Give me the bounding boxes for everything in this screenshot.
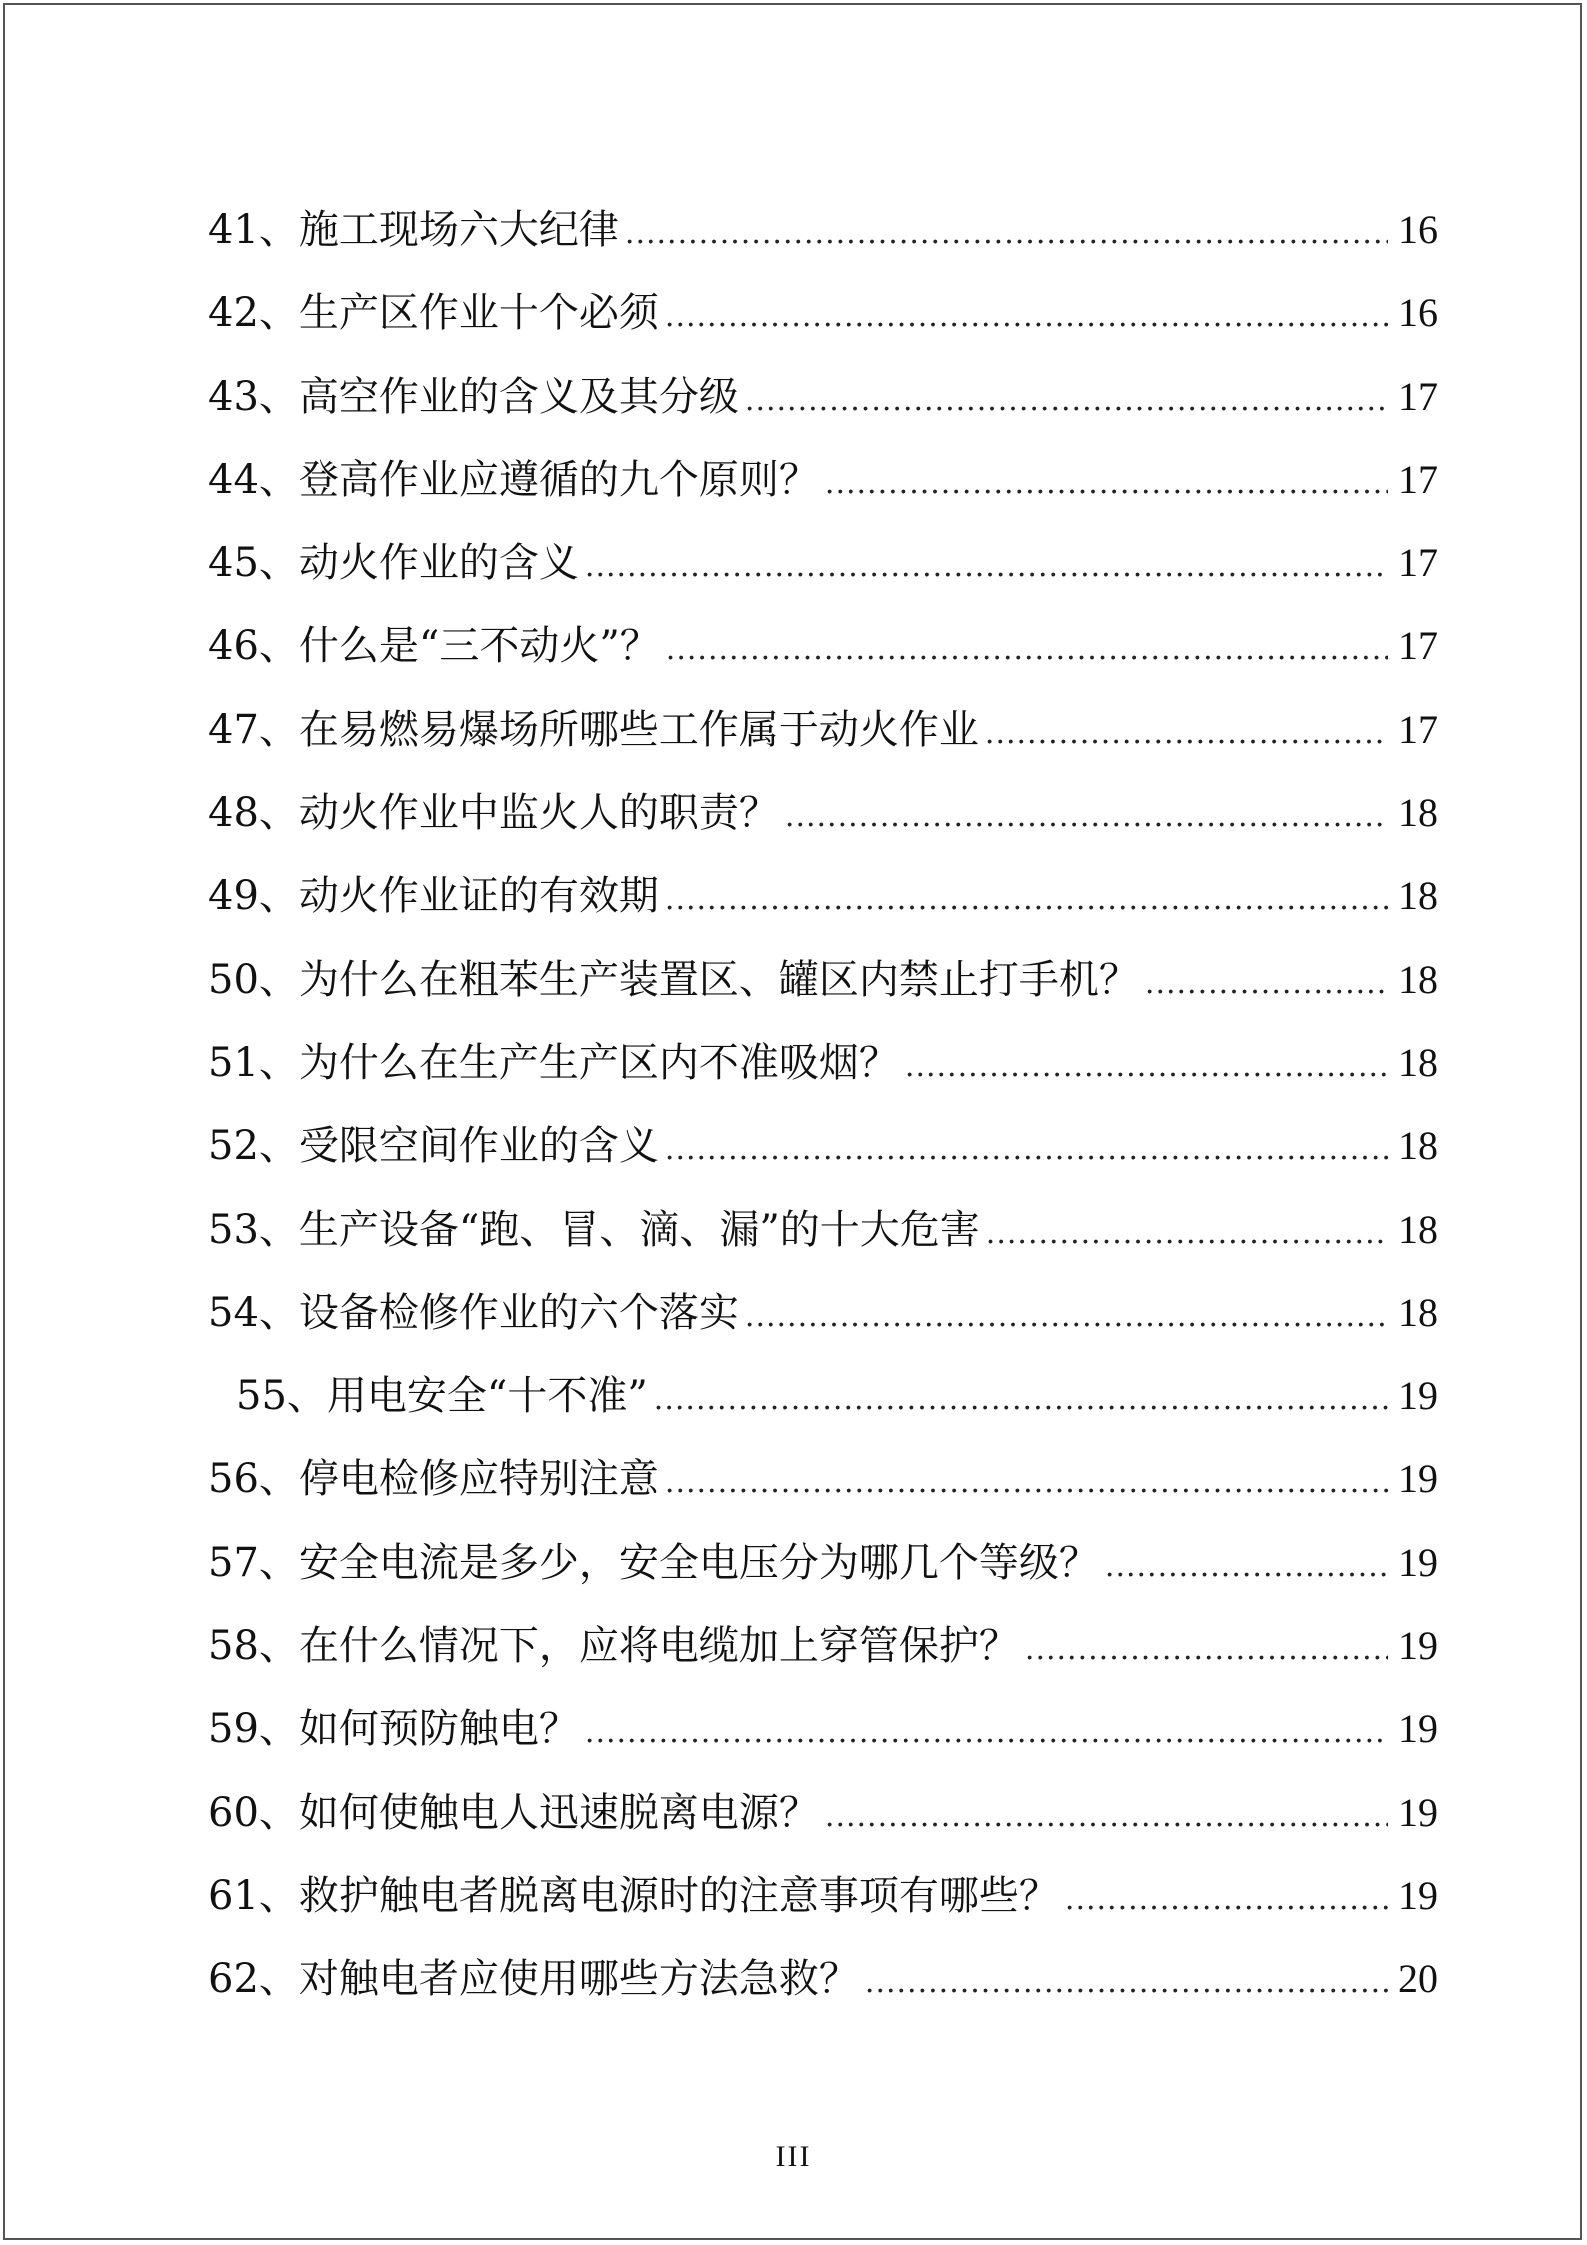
toc-dot-leader xyxy=(825,1787,1388,1847)
toc-entry-page: 17 xyxy=(1398,623,1438,669)
toc-dot-leader xyxy=(745,1287,1388,1347)
toc-entry[interactable] xyxy=(208,1533,1438,1616)
toc-entry-title: 42、生产区作业十个必须 xyxy=(208,290,659,337)
toc-entry-title: 43、高空作业的含义及其分级 xyxy=(208,373,739,420)
toc-entry-title: 59、如何预防触电？ xyxy=(208,1706,579,1753)
toc-entry-page: 20 xyxy=(1398,1956,1438,2002)
toc-dot-leader xyxy=(986,1204,1388,1264)
toc-entry-page: 19 xyxy=(1398,1789,1438,1835)
toc-entry[interactable] xyxy=(208,950,1438,1033)
toc-entry[interactable] xyxy=(208,1366,1438,1449)
toc-entry-title: 61、救护触电者脱离电源时的注意事项有哪些？ xyxy=(208,1872,1059,1919)
toc-entry-title: 41、施工现场六大纪律 xyxy=(208,207,619,253)
toc-dot-leader xyxy=(745,371,1388,431)
toc-entry[interactable] xyxy=(208,1783,1438,1866)
toc-entry-page: 18 xyxy=(1398,1123,1438,1169)
toc-entry[interactable] xyxy=(208,1699,1438,1782)
toc-entry-page: 17 xyxy=(1398,456,1438,502)
toc-entry-title: 60、如何使触电人迅速脱离电源？ xyxy=(208,1789,819,1836)
toc-entry-title: 45、动火作业的含义 xyxy=(208,540,579,587)
toc-dot-leader xyxy=(665,1120,1388,1180)
toc-entry[interactable] xyxy=(208,616,1438,699)
toc-dot-leader xyxy=(665,287,1388,347)
toc-entry-title: 48、动火作业中监火人的职责？ xyxy=(208,790,779,837)
toc-entry-page: 19 xyxy=(1398,1872,1438,1918)
toc-entry-title: 44、登高作业应遵循的九个原则？ xyxy=(208,456,819,503)
toc-entry[interactable] xyxy=(208,783,1438,866)
toc-entry-title: 58、在什么情况下，应将电缆加上穿管保护？ xyxy=(208,1623,1019,1670)
toc-entry-page: 19 xyxy=(1398,1373,1438,1419)
toc-entry[interactable] xyxy=(208,367,1438,450)
toc-entry[interactable] xyxy=(208,1949,1438,2032)
toc-dot-leader xyxy=(785,787,1388,847)
toc-dot-leader xyxy=(1025,1620,1388,1680)
toc-entry-page: 18 xyxy=(1398,1289,1438,1335)
toc-entry-title: 49、动火作业证的有效期 xyxy=(208,873,659,920)
toc-entry-page: 18 xyxy=(1398,1039,1438,1085)
toc-entry-title: 51、为什么在生产生产区内不准吸烟？ xyxy=(208,1039,899,1086)
toc-entry-page: 17 xyxy=(1398,540,1438,586)
toc-entry[interactable] xyxy=(208,1200,1438,1283)
toc-dot-leader xyxy=(985,704,1388,764)
toc-entry[interactable] xyxy=(208,200,1438,283)
toc-entry-page: 19 xyxy=(1398,1706,1438,1752)
toc-dot-leader xyxy=(654,1370,1388,1430)
toc-entry-title: 54、设备检修作业的六个落实 xyxy=(208,1289,739,1336)
toc-entry-title: 62、对触电者应使用哪些方法急救？ xyxy=(208,1956,859,2003)
toc-entry-page: 16 xyxy=(1398,290,1438,336)
toc-entry-page: 19 xyxy=(1398,1456,1438,1502)
table-of-contents xyxy=(208,200,1438,2033)
page-number: III xyxy=(775,2140,812,2173)
toc-entry[interactable] xyxy=(208,866,1438,949)
toc-dot-leader xyxy=(1105,1537,1388,1597)
toc-entry[interactable] xyxy=(208,700,1438,783)
toc-dot-leader xyxy=(665,870,1388,930)
toc-dot-leader xyxy=(625,204,1388,264)
toc-entry[interactable] xyxy=(208,1283,1438,1366)
toc-dot-leader xyxy=(585,537,1388,597)
toc-entry-page: 19 xyxy=(1398,1623,1438,1669)
toc-entry-page: 18 xyxy=(1398,956,1438,1002)
toc-entry-page: 18 xyxy=(1398,790,1438,836)
toc-entry-title: 47、在易燃易爆场所哪些工作属于动火作业 xyxy=(208,706,979,753)
toc-dot-leader xyxy=(666,620,1388,680)
toc-dot-leader xyxy=(1145,954,1388,1014)
toc-dot-leader xyxy=(585,1703,1388,1763)
toc-entry[interactable] xyxy=(208,450,1438,533)
toc-dot-leader xyxy=(825,454,1388,514)
toc-entry-page: 18 xyxy=(1398,1206,1438,1252)
toc-dot-leader xyxy=(1065,1870,1388,1930)
toc-entry-title: 46、什么是“三不动火”？ xyxy=(208,623,660,670)
toc-entry[interactable] xyxy=(208,283,1438,366)
toc-dot-leader xyxy=(865,1953,1388,2013)
toc-entry[interactable] xyxy=(208,1449,1438,1532)
toc-entry[interactable] xyxy=(208,1866,1438,1949)
toc-dot-leader xyxy=(905,1037,1388,1097)
toc-entry-page: 17 xyxy=(1398,373,1438,419)
toc-entry-page: 19 xyxy=(1398,1539,1438,1585)
toc-entry[interactable] xyxy=(208,1033,1438,1116)
toc-entry-title: 52、受限空间作业的含义 xyxy=(208,1123,659,1170)
toc-entry-title: 57、安全电流是多少，安全电压分为哪几个等级？ xyxy=(208,1539,1099,1586)
toc-entry[interactable] xyxy=(208,1616,1438,1699)
toc-entry[interactable] xyxy=(208,533,1438,616)
toc-entry-title: 56、停电检修应特别注意 xyxy=(208,1456,659,1503)
toc-entry-title: 50、为什么在粗苯生产装置区、罐区内禁止打手机？ xyxy=(208,956,1139,1003)
toc-entry-page: 17 xyxy=(1398,706,1438,752)
toc-entry-page: 18 xyxy=(1398,873,1438,919)
toc-entry-title: 55、用电安全“十不准” xyxy=(236,1373,648,1420)
toc-entry-page: 16 xyxy=(1398,207,1438,252)
toc-dot-leader xyxy=(665,1453,1388,1513)
toc-entry-title: 53、生产设备“跑、冒、滴、漏”的十大危害 xyxy=(208,1206,980,1253)
toc-entry[interactable] xyxy=(208,1116,1438,1199)
